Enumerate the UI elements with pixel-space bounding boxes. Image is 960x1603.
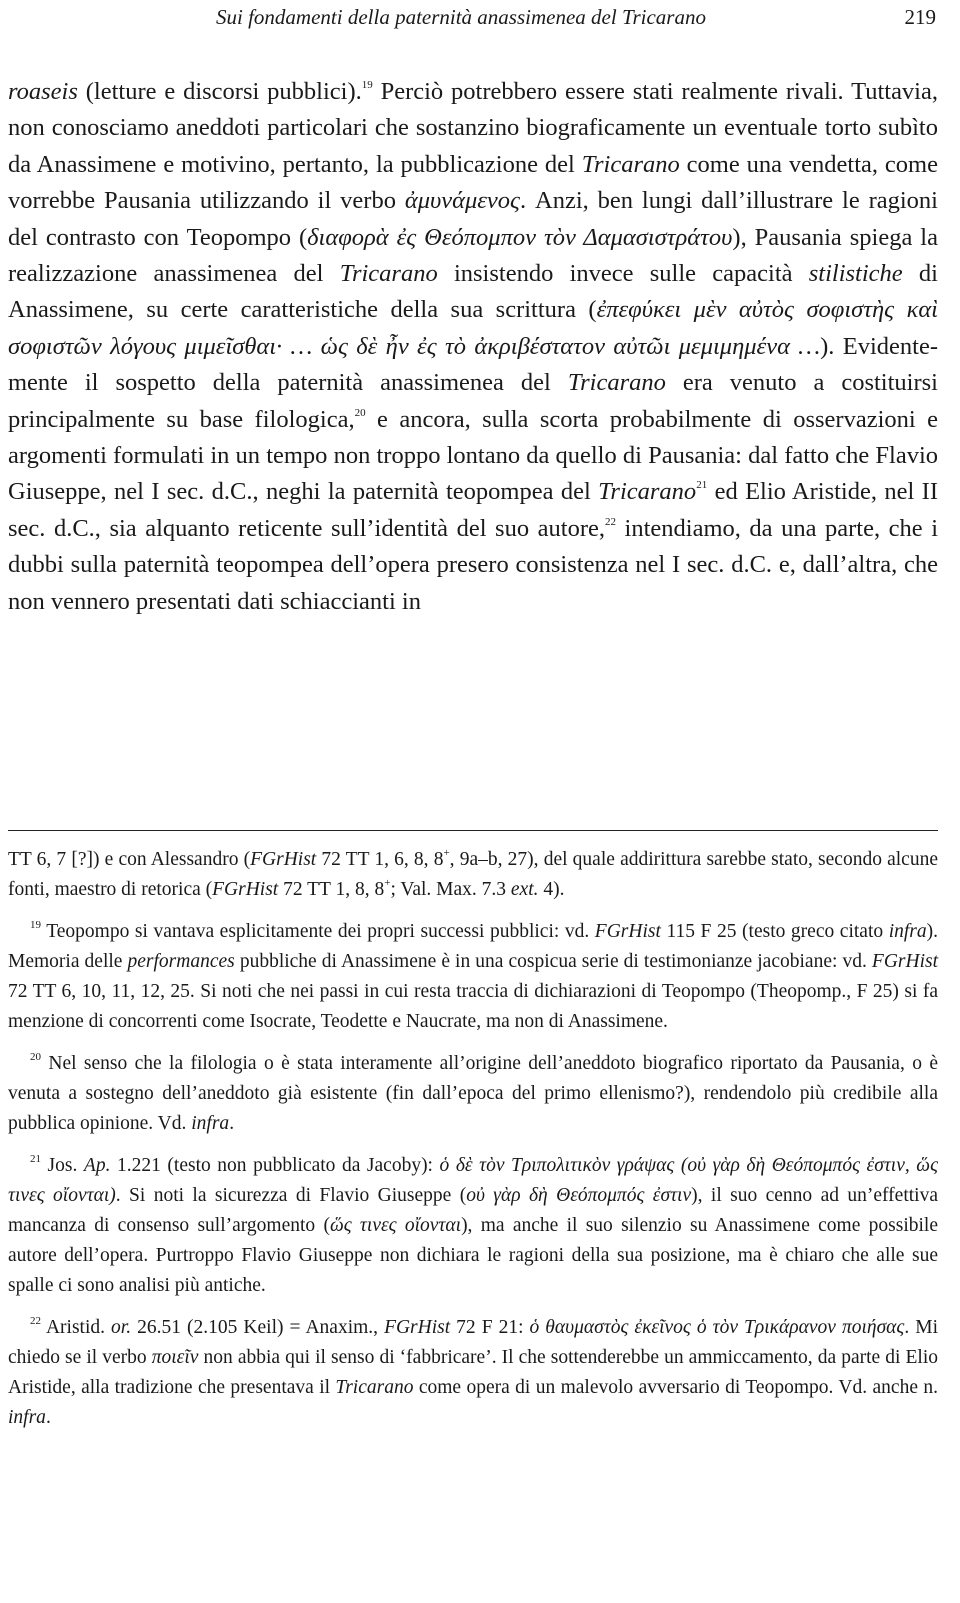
emphasis: infra: [191, 1113, 230, 1134]
text-run: Nel senso che la filologia o è stata interamente all’origine dell’aneddoto biografico riportato da Pausania, o è venuta a sostegno dell’aneddoto già esistente (fin dall’epoca del primo ellenismo?), rendendolo più credibile alla pubblica opinione. Vd.: [8, 1053, 938, 1134]
text-run: intendiamo, da una parte, che i dubbi sulla paternità teopompea dell’opera presero consistenza nel I sec. d.C. e, dall’altra, che non vennero presentati dati schiaccianti in: [8, 514, 938, 615]
greek-quote: διαφορὰ ἐς Θεόπομπον τὸν Δαμασιστράτου: [307, 223, 733, 251]
footnotes: [8, 845, 938, 1445]
greek-quote: ὁ δὲ τὸν Τριπολιτικὸν γράψας (οὐ γὰρ δὴ Θεόπομπός ἐστιν, ὥς τινες οἴονται): [8, 1155, 938, 1206]
emphasis: stilistiche: [808, 260, 903, 288]
text-run: 4).: [538, 879, 565, 900]
text-run: ). Memoria delle: [8, 921, 938, 972]
greek-quote: ποιεῖν: [151, 1347, 199, 1368]
emphasis: ext.: [510, 879, 539, 900]
text-run: ), Pausania spiega la realizzazione anassimenea del: [8, 223, 938, 288]
text-run: 72 TT 6, 10, 11, 12, 25. Si noti che nei passi in cui resta traccia di dichiarazioni di Teopompo (Theopomp., F 25) si fa menzione di concorrenti come Isocrate, Teodette e Naucrate, ma non di Anassimene.: [8, 981, 938, 1032]
text-run: ), il suo cenno ad un’effettiva mancanza di consenso sull’argomento (: [8, 1185, 938, 1236]
text-run: ed Elio Aristide, nel II sec. d.C., sia alquanto reticente sull’identità del suo autore,: [8, 478, 938, 542]
footnote-22: [8, 1313, 938, 1433]
citation-title: FGrHist: [250, 849, 317, 870]
text-run: Aristid.: [41, 1317, 112, 1338]
superscript-plus: +: [443, 846, 450, 859]
text-run: (letture e discorsi pubblici).: [77, 78, 362, 105]
footnote-marker-20[interactable]: 20: [354, 406, 366, 419]
work-title: Tricarano: [581, 150, 680, 178]
text-run: , 9a–b, 27), del quale addirittura sarebbe stato, secondo alcune fonti, maestro di retorica (: [8, 849, 938, 900]
page-number: 219: [904, 5, 936, 29]
text-run: come opera di un malevolo avversario di Teopompo. Vd. anche n.: [413, 1377, 938, 1398]
greek-quote: ἐπεφύκει μὲν αὐτὸς σοφιστὴς καὶ σοφιστῶν λόγους μιμεῖσθαι· … ὡς δὲ ἦν ἐς τὸ ἀκριβέστατον αὐτῶι μεμιμημένα …: [8, 296, 938, 360]
citation-title: FGrHist: [384, 1317, 451, 1338]
greek-quote: ὁ θαυμαστὸς ἐκεῖνος ὁ τὸν Τρικάρανον ποιήσας: [529, 1317, 905, 1338]
text-run: 72 F 21:: [450, 1317, 530, 1338]
text-run: pubbliche di Anassimene è in una cospicua serie di testimonianze jacobiane: vd.: [234, 951, 872, 972]
footnote-20: [8, 1049, 938, 1139]
superscript-plus: +: [384, 876, 391, 889]
text-run: Perciò potrebbero essere stati realmente rivali. Tuttavia, non conosciamo aneddoti particolari che sostanzino biograficamente un eventuale torto subìto da Anassimene e motivino, pertanto, la pubblicazione del: [8, 78, 938, 178]
running-title: Sui fondamenti della paternità anassimenea del Tricarano: [216, 5, 706, 29]
greek-term: roaseis: [8, 78, 78, 105]
citation-title: FGrHist: [212, 879, 279, 900]
text-run: TT 6, 7 [?]) e con Alessandro (: [8, 849, 251, 870]
greek-quote: οὐ γὰρ δὴ Θεόπομπός ἐστιν: [466, 1185, 692, 1206]
footnote-number: 20: [30, 1050, 41, 1063]
work-title: Tricarano: [335, 1377, 414, 1398]
text-run: 72 TT 1, 8, 8: [278, 879, 385, 900]
footnote-21: [8, 1151, 938, 1301]
text-run: . Si noti la sicurezza di Flavio Giuseppe (: [115, 1185, 467, 1206]
running-header: [216, 2, 936, 32]
text-run: .: [229, 1113, 235, 1134]
footnote-continuation: [8, 845, 938, 905]
main-paragraph: [8, 74, 938, 620]
text-run: ). Evidentemente il sospetto della paternità anassimenea del: [8, 332, 938, 397]
footnote-number: 22: [30, 1314, 41, 1327]
work-title: Tricarano: [567, 369, 666, 397]
emphasis: performances: [127, 951, 235, 972]
text-run: di Anassimene, su certe caratteristiche della sua scrittura (: [8, 260, 938, 324]
citation-title: FGrHist: [594, 921, 661, 942]
main-text: [8, 74, 938, 620]
text-run: ; Val. Max. 7.3: [390, 879, 511, 900]
emphasis: infra: [8, 1407, 46, 1428]
text-run: Teopompo si vantava esplicitamente dei propri successi pubblici: vd.: [41, 921, 595, 942]
text-run: e ancora, sulla scorta probabilmente di osservazioni e argomenti formulati in un tempo non troppo lontano da quello di Pausania: dal fatto che Flavio Giuseppe, nel I sec. d.C., neghi la paternità teopompea del: [8, 405, 938, 506]
text-run: insistendo invece sulle capacità: [437, 260, 809, 288]
text-run: 115 F 25 (testo greco citato: [660, 921, 889, 942]
text-run: ), ma anche il suo silenzio su Anassimene come possibile autore dell’opera. Purtroppo Flavio Giuseppe non dichiara le ragioni della sua posizione, ma è chiaro che alle sue spalle ci sono analisi più antiche.: [8, 1215, 938, 1296]
footnote-marker-22[interactable]: 22: [604, 515, 616, 528]
work-title: Tricarano: [339, 260, 438, 288]
text-run: come una vendetta, come vorrebbe Pausania utilizzando il verbo: [8, 150, 938, 215]
footnote-19: [8, 917, 938, 1037]
footnote-marker-21[interactable]: 21: [696, 479, 708, 492]
citation-title: FGrHist: [871, 951, 938, 972]
text-run: era venuto a costituirsi principalmente su base filologica,: [8, 369, 938, 433]
work-title: Tricarano: [598, 478, 697, 506]
footnote-separator: [8, 830, 938, 831]
text-run: Jos.: [41, 1155, 84, 1176]
emphasis: infra: [888, 921, 927, 942]
footnote-marker-19[interactable]: 19: [361, 78, 373, 91]
text-run: . Anzi, ben lungi dall’illustrare le ragioni del contrasto con Teopompo (: [8, 187, 938, 251]
text-run: .: [45, 1407, 51, 1428]
footnote-number: 19: [30, 918, 41, 931]
greek-quote: ὥς τινες οἴονται: [329, 1215, 462, 1236]
citation-title: Ap.: [83, 1155, 111, 1176]
text-run: non abbia qui il senso di ‘fabbricare’. Il che sottenderebbe un ammiccamento, da parte di Elio Aristide, alla tradizione che presentava il: [8, 1347, 938, 1398]
footnote-number: 21: [30, 1152, 41, 1165]
text-run: 72 TT 1, 6, 8, 8: [316, 849, 444, 870]
greek-quote: ἀμυνάμενος: [404, 187, 520, 215]
text-run: . Mi chiedo se il verbo: [8, 1317, 939, 1368]
text-run: 1.221 (testo non pubblicato da Jacoby):: [110, 1155, 440, 1176]
text-run: 26.51 (2.105 Keil) = Anaxim.,: [131, 1317, 385, 1338]
citation-title: or.: [111, 1317, 132, 1338]
